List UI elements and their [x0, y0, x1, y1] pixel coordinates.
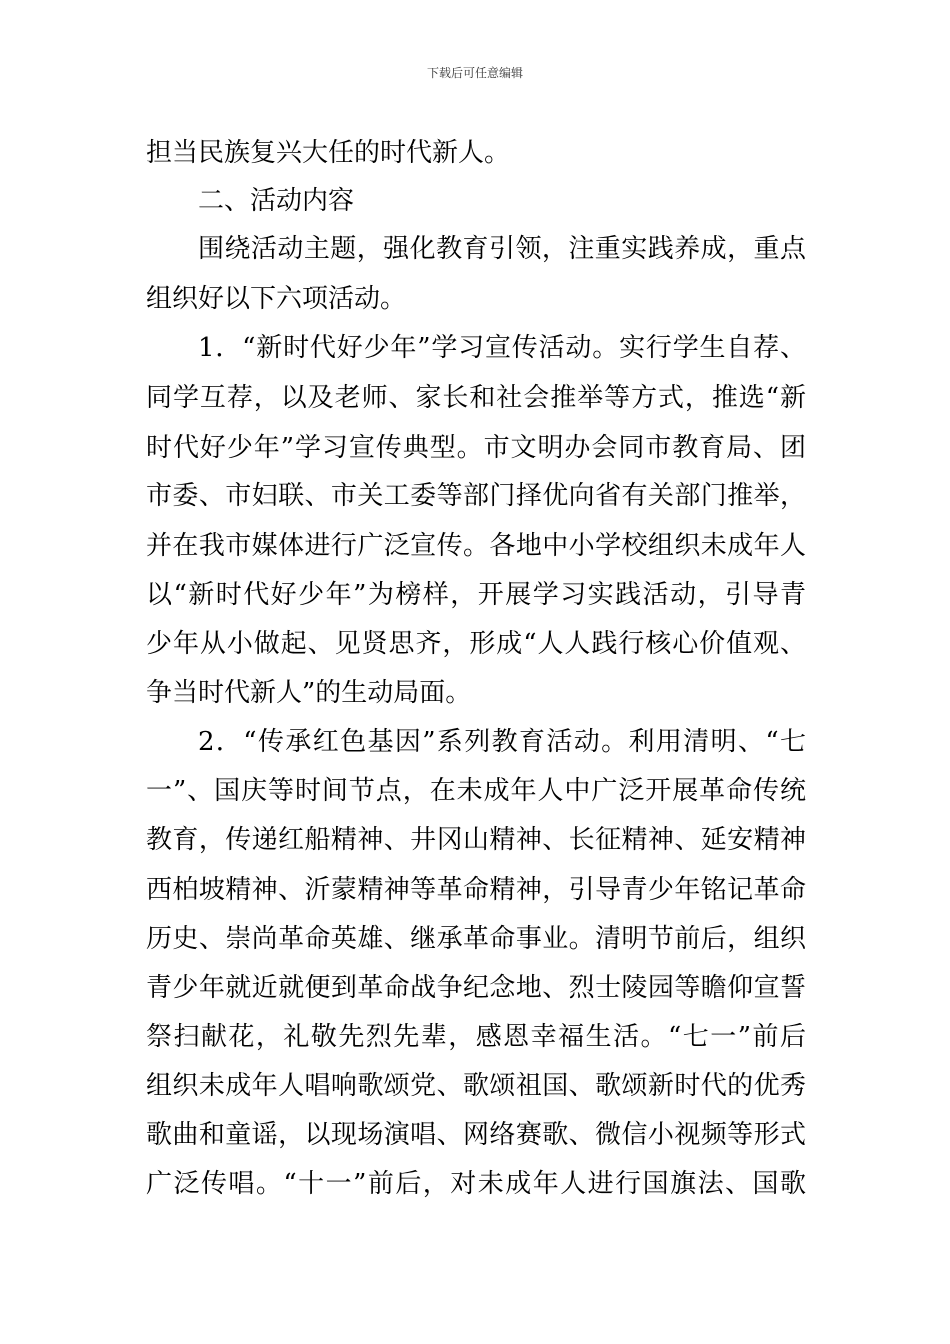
page-header: 下载后可任意编辑 — [426, 66, 523, 80]
text-line: 历史、崇尚革命英雄、继承革命事业。清明节前后，组织 — [146, 924, 806, 954]
text-line: 市委、市妇联、市关工委等部门择优向省有关部门推举， — [146, 481, 806, 511]
text-line: 并在我市媒体进行广泛宣传。各地中小学校组织未成年人 — [146, 531, 806, 561]
section-heading: 二、活动内容 — [198, 186, 355, 216]
text-line: 歌曲和童谣，以现场演唱、网络赛歌、微信小视频等形式 — [146, 1120, 806, 1150]
text-line: 围绕活动主题，强化教育引领，注重实践养成，重点 — [198, 234, 806, 264]
text-line: 2．“传承红色基因”系列教育活动。利用清明、“七 — [198, 727, 806, 757]
text-line: 少年从小做起、见贤思齐，形成“人人践行核心价值观、 — [146, 629, 806, 659]
text-line: 担当民族复兴大任的时代新人。 — [146, 138, 511, 168]
text-line: 祭扫献花，礼敬先烈先辈，感恩幸福生活。“七一”前后 — [146, 1022, 806, 1052]
text-line: 1．“新时代好少年”学习宣传活动。实行学生自荐、 — [198, 333, 806, 363]
text-line: 时代好少年”学习宣传典型。市文明办会同市教育局、团 — [146, 433, 806, 463]
text-line: 一”、国庆等时间节点，在未成年人中广泛开展革命传统 — [146, 776, 806, 806]
text-line: 教育，传递红船精神、井冈山精神、长征精神、延安精神 — [146, 825, 806, 855]
text-line: 同学互荐，以及老师、家长和社会推举等方式，推选“新 — [146, 383, 806, 413]
text-line: 争当时代新人”的生动局面。 — [146, 678, 472, 708]
text-line: 青少年就近就便到革命战争纪念地、烈士陵园等瞻仰宣誓 — [146, 973, 806, 1003]
text-line: 组织好以下六项活动。 — [146, 284, 407, 314]
text-line: 广泛传唱。“十一”前后，对未成年人进行国旗法、国歌 — [146, 1169, 806, 1199]
text-line: 西柏坡精神、沂蒙精神等革命精神，引导青少年铭记革命 — [146, 875, 806, 905]
text-line: 以“新时代好少年”为榜样，开展学习实践活动，引导青 — [146, 580, 806, 610]
text-line: 组织未成年人唱响歌颂党、歌颂祖国、歌颂新时代的优秀 — [146, 1071, 806, 1101]
